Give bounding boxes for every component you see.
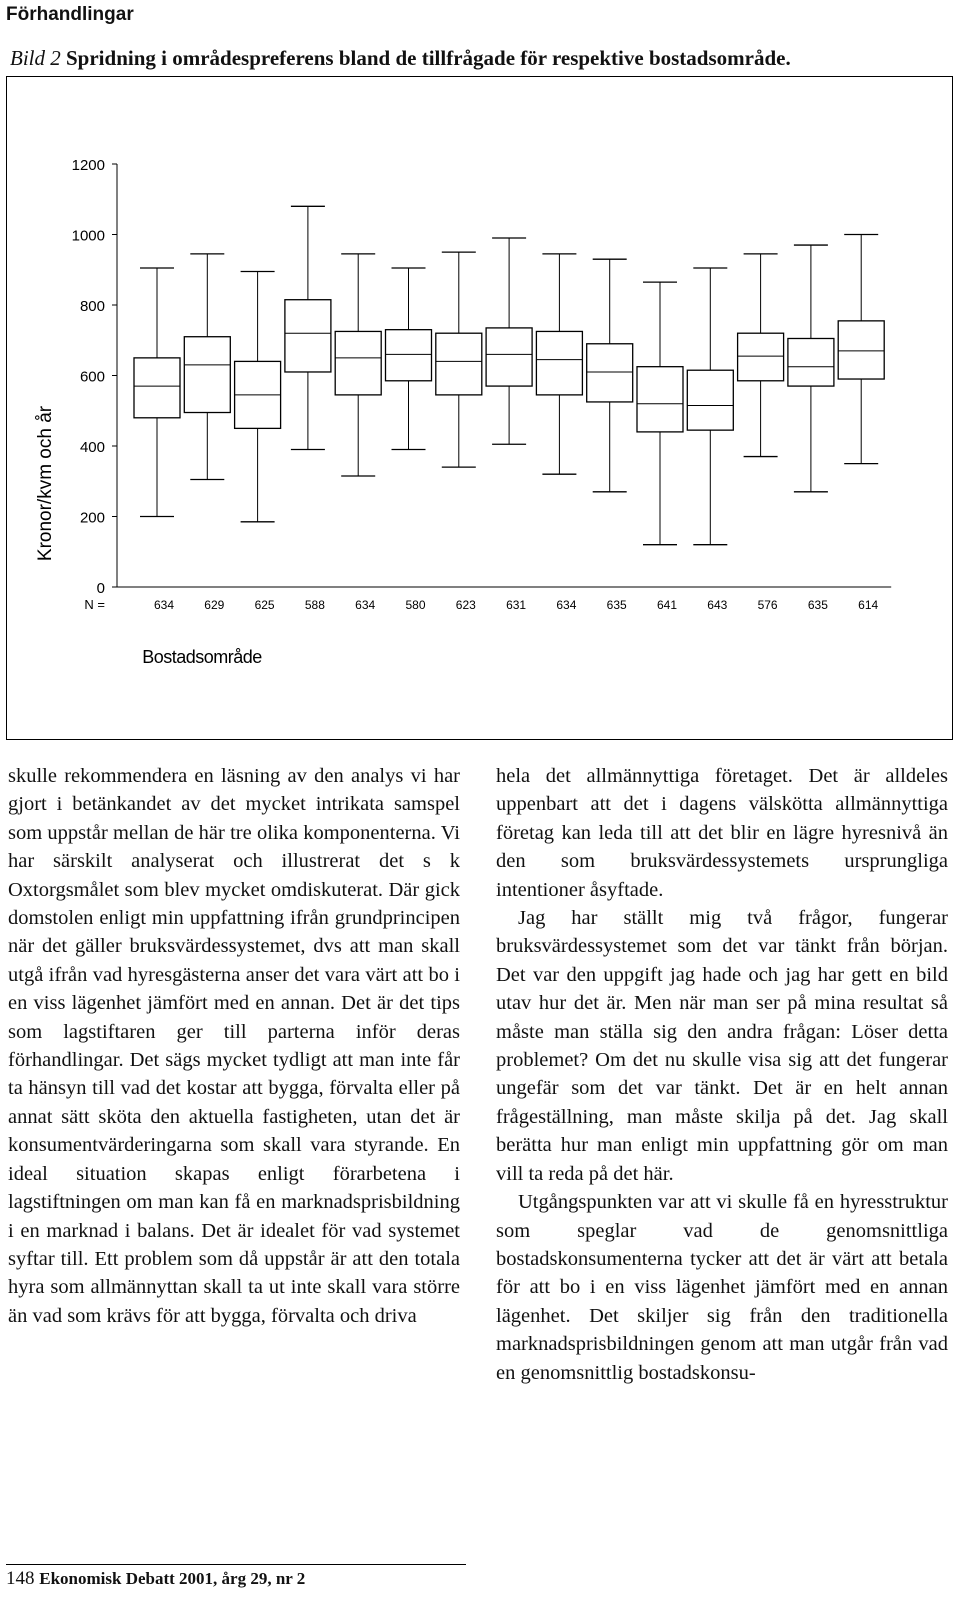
- figure-number: Bild 2: [10, 46, 61, 70]
- figure-frame: [6, 76, 953, 740]
- text-column-right: [496, 762, 948, 1387]
- boxplot-chart: [7, 77, 952, 739]
- left-column-paragraph: skulle rekommendera en läsning av den analys vi har gjort i betänkandet av det mycket intrikata samspel som uppstår mellan de här tre olika komponenterna. Vi har särskilt analyserat och illustrerat det s k Oxtorgsmålet som blev mycket omdiskuterat. Där gick domstolen enligt min uppfattning ifrån grundprincipen när det gäller bruksvärdessystemet, dvs att man skall utgå ifrån vad hyresgästerna anser det vara värt att bo i en viss lägenhet jämfört med en annan. Det är det tips som lagstiftaren ger till parterna inför deras förhandlingar. Det sägs mycket tydligt att man inte får ta hänsyn till vad det kostar att bygga, förvalta eller på annat sätt sköta den aktuella fastigheten, utan det är konsumentvärderingarna som skall vara styrande. En ideal situation skapas enligt förarbetena i lagstiftningen om man kan få en marknadsprisbildning i en marknad i balans. Det är idealet för vad systemet syftar till. Ett problem som då uppstår är att den totala hyra som allmännyttan skall ta ut inte skall vara större än vad som krävs för att bygga, förvalta och driva: [8, 765, 460, 1327]
- x-tick-label: 576: [757, 598, 778, 612]
- box-iqr: [285, 300, 331, 372]
- box-iqr: [335, 331, 381, 394]
- y-tick-label: 400: [79, 439, 105, 456]
- x-tick-label: 588: [304, 598, 325, 612]
- y-tick-label: 800: [79, 298, 105, 315]
- box-iqr: [134, 358, 180, 418]
- page-number: 148: [6, 1568, 35, 1589]
- box-iqr: [838, 321, 884, 379]
- figure-title: Spridning i områdespreferens bland de tillfrågade för respektive bostadsområde.: [66, 46, 791, 70]
- box-iqr: [386, 330, 432, 381]
- y-axis-label: Kronor/kvm och år: [35, 405, 56, 562]
- footer-rule: [6, 1564, 466, 1565]
- x-tick-label: 643: [707, 598, 728, 612]
- x-tick-label: 580: [405, 598, 426, 612]
- y-tick-label: 0: [96, 580, 105, 597]
- box-iqr: [587, 344, 633, 402]
- y-tick-label: 1200: [71, 157, 105, 174]
- page-footer: [6, 1568, 305, 1590]
- box-iqr: [637, 367, 683, 432]
- box-iqr: [184, 337, 230, 413]
- section-header: Förhandlingar: [6, 4, 134, 25]
- y-tick-label: 200: [79, 509, 105, 527]
- right-column-paragraph: Jag har ställt mig två frågor, fungerar bruksvärdessystemet som det var tänkt från början. Det var den uppgift jag hade och jag har gett en bild utav hur det är. Men när man ser på mina resultat så måste man ställa sig den andra frågan: Löser detta problemet? Om det nu skulle visa sig att det fungerar ungefär som det var tänkt. Det är en helt annan frågeställning, man måste skilja på det. Jag skall berätta hur man enligt min uppfattning gör om man vill ta reda på det här.: [496, 907, 948, 1185]
- x-tick-label: 634: [153, 598, 175, 612]
- journal-name: Ekonomisk Debatt 2001, årg 29, nr 2: [39, 1569, 306, 1588]
- right-column-paragraph: hela det allmännyttiga företaget. Det är alldeles uppenbart att det i dagens välskötta allmännyttiga företag kan leda till att det blir en lägre hyresnivå än den som bruksvärdessystemets ursprungliga intentioner åsyftade.: [496, 765, 948, 901]
- x-tick-label: 634: [556, 598, 577, 612]
- text-column-left: [8, 762, 460, 1330]
- y-tick-label: 1000: [71, 227, 105, 245]
- right-column-paragraph: Utgångspunkten var att vi skulle få en hyresstruktur som speglar vad de genomsnittliga bostadskonsumenterna tycker att det är värt att betala för att bo i en viss lägenhet jämfört med en annan lägenhet. Det skiljer sig från den traditionella marknadsprisbildningen genom att man utgår från vad en genomsnittlig bostadskonsu-: [496, 1191, 948, 1384]
- x-tick-label: 614: [858, 598, 879, 612]
- box-iqr: [788, 338, 834, 386]
- x-tick-label: 641: [656, 598, 678, 612]
- x-tick-label: 623: [455, 598, 476, 612]
- x-tick-label: 635: [807, 598, 828, 612]
- x-tick-label: 625: [254, 598, 275, 612]
- x-tick-label: 629: [204, 598, 225, 612]
- box-iqr: [536, 331, 582, 394]
- y-tick-label: 600: [79, 368, 105, 386]
- box-iqr: [687, 370, 733, 430]
- n-prefix-label: N =: [84, 597, 105, 612]
- figure-caption: [10, 46, 791, 71]
- box-iqr: [738, 333, 784, 381]
- x-tick-label: 635: [606, 598, 627, 612]
- box-iqr: [436, 333, 482, 395]
- box-iqr: [486, 328, 532, 386]
- x-tick-label: 634: [355, 598, 376, 612]
- x-tick-label: 631: [506, 598, 527, 612]
- x-axis-label: Bostadsområde: [142, 647, 262, 667]
